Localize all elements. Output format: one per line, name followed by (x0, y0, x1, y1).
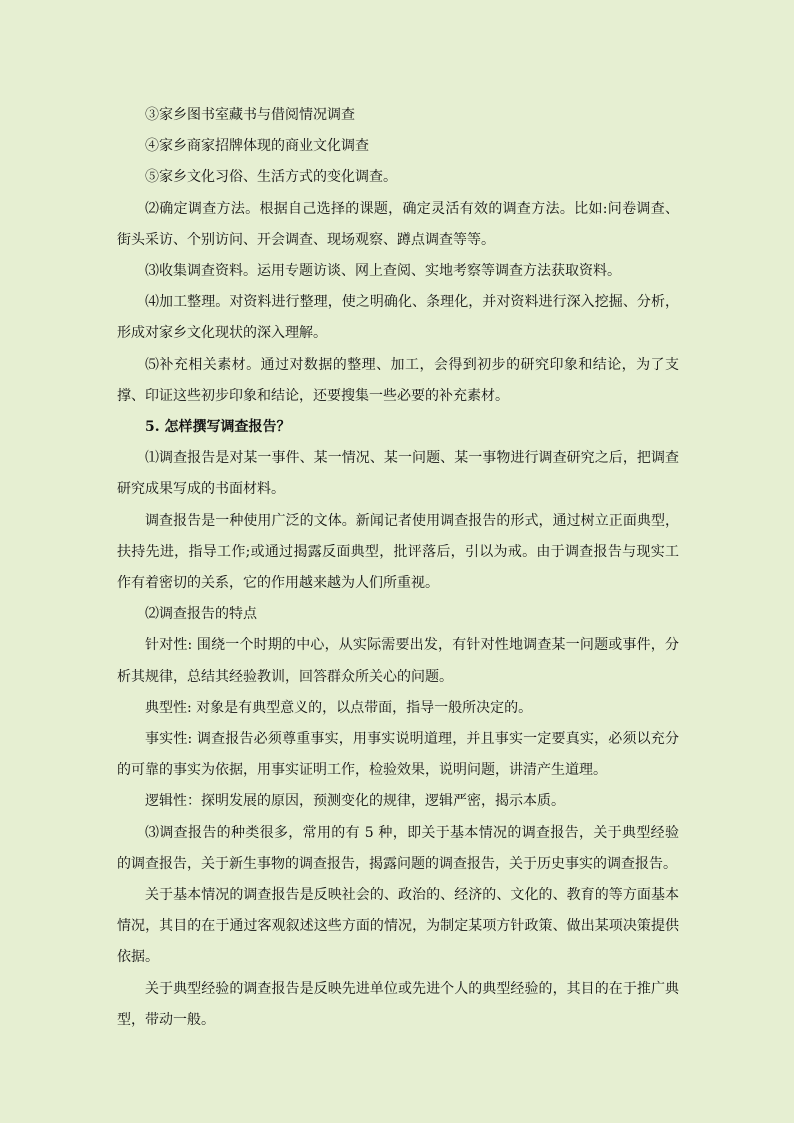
paragraph: ⑸补充相关素材。通过对数据的整理、加工，会得到初步的研究印象和结论，为了支撑、印证这些初步印象和结论，还要搜集一些必要的补充素材。 (117, 356, 679, 404)
paragraph: ⑴调查报告是对某一事件、某一情况、某一问题、某一事物进行调查研究之后，把调查研究成果写成的书面材料。 (117, 450, 679, 498)
paragraph: ⑶调查报告的种类很多，常用的有 5 种，即关于基本情况的调查报告，关于典型经验的调查报告，关于新生事物的调查报告，揭露问题的调查报告，关于历史事实的调查报告。 (117, 824, 679, 872)
paragraph: 针对性: 围绕一个时期的中心，从实际需要出发，有针对性地调查某一问题或事件，分析其规律，总结其经验教训，回答群众所关心的问题。 (117, 637, 679, 685)
paragraph: 典型性: 对象是有典型意义的，以点带面，指导一般所决定的。 (145, 699, 533, 716)
paragraph: 关于基本情况的调查报告是反映社会的、政治的、经济的、文化的、教育的等方面基本情况，其目的在于通过客观叙述这些方面的情况，为制定某项方针政策、做出某项决策提供依据。 (117, 887, 679, 966)
paragraph: 事实性: 调查报告必须尊重事实，用事实说明道理，并且事实一定要真实，必须以充分的可靠的事实为依据，用事实证明工作，检验效果，说明问题，讲清产生道理。 (117, 731, 679, 779)
paragraph: ④家乡商家招牌体现的商业文化调查 (145, 138, 369, 155)
paragraph: ⑵调查报告的特点 (145, 606, 257, 623)
paragraph: ⑶收集调查资料。运用专题访谈、网上查阅、实地考察等调查方法获取资料。 (145, 263, 621, 280)
paragraph: 关于典型经验的调查报告是反映先进单位或先进个人的典型经验的，其目的在于推广典型，带动一般。 (117, 980, 679, 1028)
paragraph: 调查报告是一种使用广泛的文体。新闻记者使用调查报告的形式，通过树立正面典型，扶持先进，指导工作;或通过揭露反面典型，批评落后，引以为戒。由于调查报告与现实工作有着密切的关系，它的作用越来越为人们所重视。 (117, 512, 679, 592)
paragraph: ⑷加工整理。对资料进行整理，使之明确化、条理化，并对资料进行深入挖掘、分析，形成对家乡文化现状的深入理解。 (117, 294, 679, 342)
paragraph: ③家乡图书室藏书与借阅情况调查 (145, 107, 355, 123)
section-heading: 5. 怎样撰写调查报告？ (145, 419, 291, 436)
document-body (117, 100, 679, 1036)
paragraph: ⑵确定调查方法。根据自己选择的课题，确定灵活有效的调查方法。比如:问卷调查、街头采访、个别访问、开会调查、现场观察、蹲点调查等等。 (117, 200, 679, 248)
paragraph: 逻辑性：探明发展的原因，预测变化的规律，逻辑严密，揭示本质。 (145, 793, 565, 810)
paragraph: ⑤家乡文化习俗、生活方式的变化调查。 (145, 169, 397, 186)
